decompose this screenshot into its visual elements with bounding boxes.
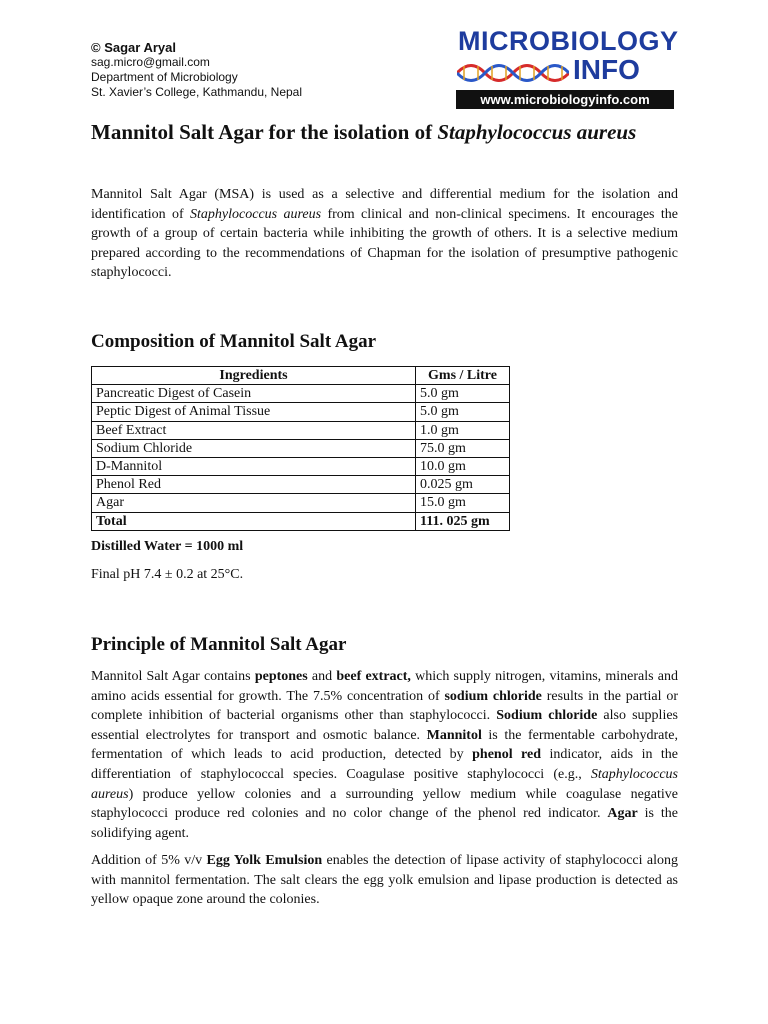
total-label: Total: [92, 512, 416, 530]
total-amount: 111. 025 gm: [416, 512, 510, 530]
composition-heading: Composition of Mannitol Salt Agar: [91, 331, 377, 352]
ingredient-cell: Phenol Red: [92, 476, 416, 494]
principle-text: indicator, aids in the differentiation of staphylococcal species. Coagulase positive staphylococci (e.g.,: [91, 747, 678, 782]
ingredient-cell: Beef Extract: [92, 421, 416, 439]
amount-cell: 15.0 gm: [416, 494, 510, 512]
ingredient-cell: D-Mannitol: [92, 457, 416, 475]
logo-url[interactable]: www.microbiologyinfo.com: [456, 90, 674, 109]
principle-bold-term: phenol red: [472, 747, 541, 763]
intro-organism: Staphylococcus aureus: [190, 206, 322, 222]
table-row: [92, 385, 510, 403]
principle-bold-term: sodium chloride: [444, 688, 542, 704]
final-ph-note: Final pH 7.4 ± 0.2 at 25°C.: [91, 567, 244, 582]
table-row: [92, 439, 510, 457]
ingredient-cell: Pancreatic Digest of Casein: [92, 385, 416, 403]
table-row: [92, 403, 510, 421]
principle-text: and: [307, 669, 337, 684]
principle-text: results in the partial or complete inhibition of bacterial organisms other than staphylococci.: [91, 688, 678, 724]
principle-bold-term: Sodium chloride: [496, 708, 598, 724]
distilled-water-note: Distilled Water = 1000 ml: [91, 539, 244, 554]
ingredient-cell: Sodium Chloride: [92, 439, 416, 457]
page-title: [91, 119, 691, 145]
author-department: Department of Microbiology: [91, 70, 238, 84]
principle-bold-term: peptones: [254, 669, 308, 684]
amount-cell: 75.0 gm: [416, 439, 510, 457]
principle-text: Addition of 5% v/v: [91, 853, 207, 868]
logo-subtitle: INFO: [573, 54, 640, 85]
author-name: © Sagar Aryal: [91, 40, 176, 55]
header-gms-litre: Gms / Litre: [416, 367, 510, 385]
amount-cell: 5.0 gm: [416, 403, 510, 421]
principle-text: Mannitol Salt Agar contains: [91, 669, 255, 684]
table-total-row: [92, 512, 510, 530]
microbiology-info-logo: [455, 26, 679, 110]
logo-title: MICROBIOLOGY: [458, 26, 679, 56]
principle-text: enables the detection of lipase activity of staphylococci along with mannitol fermentation. The salt clears the egg yolk emulsion and lipase production is detected as yellow opaque zone around the colonies.: [91, 853, 678, 908]
ingredient-cell: Peptic Digest of Animal Tissue: [92, 403, 416, 421]
header-ingredients: Ingredients: [92, 367, 416, 385]
intro-text-1: Mannitol Salt Agar (MSA) is used as a selective and differential medium for the isolation and identification of: [91, 187, 678, 222]
author-email: sag.micro@gmail.com: [91, 55, 210, 69]
composition-table: [91, 366, 510, 531]
principle-text: which supply nitrogen, vitamins, minerals and amino acids essential for growth. The 7.5% concentration of: [91, 669, 679, 704]
table-row: [92, 457, 510, 475]
dna-helix-icon: [457, 58, 569, 88]
table-row: [92, 421, 510, 439]
amount-cell: 5.0 gm: [416, 385, 510, 403]
author-block: [91, 40, 302, 100]
principle-bold-term: beef extract,: [336, 669, 411, 684]
amount-cell: 0.025 gm: [416, 476, 510, 494]
table-row: [92, 494, 510, 512]
principle-bold-term: Mannitol: [426, 727, 482, 743]
principle-heading: Principle of Mannitol Salt Agar: [91, 634, 347, 655]
intro-text-2: from clinical and non-clinical specimens. It encourages the growth of a group of certain bacteria while inhibiting the growth of others. It is a selective medium prepared according to the recommendations of Chapman for the isolation of presumptive pathogenic staphylococci.: [91, 206, 678, 281]
principle-organism: Staphylococcus aureus: [91, 766, 678, 802]
principle-text: ) produce yellow colonies and a surrounding yellow medium while coagulase negative staphylococci produce red colonies and no color change of the phenol red indicator.: [91, 786, 678, 822]
principle-bold-term: Agar: [607, 806, 638, 822]
principle-paragraph-2: [91, 851, 678, 910]
principle-text: is the fermentable carbohydrate, fermentation of which leads to acid production, detected by: [91, 727, 678, 763]
amount-cell: 10.0 gm: [416, 457, 510, 475]
principle-paragraph-1: [91, 667, 678, 843]
page-title-main: Mannitol Salt Agar for the isolation of: [91, 120, 438, 144]
principle-text: also supplies essential electrolytes for transport and osmotic balance.: [91, 708, 678, 743]
author-college: St. Xavier’s College, Kathmandu, Nepal: [91, 85, 303, 99]
principle-text: is the solidifying agent.: [91, 806, 678, 841]
page-title-organism: Staphylococcus aureus: [437, 120, 637, 144]
ingredient-cell: Agar: [92, 494, 416, 512]
table-header-row: [92, 367, 510, 385]
principle-bold-term: Egg Yolk Emulsion: [206, 853, 323, 868]
table-row: [92, 476, 510, 494]
amount-cell: 1.0 gm: [416, 421, 510, 439]
intro-paragraph: [91, 185, 678, 283]
